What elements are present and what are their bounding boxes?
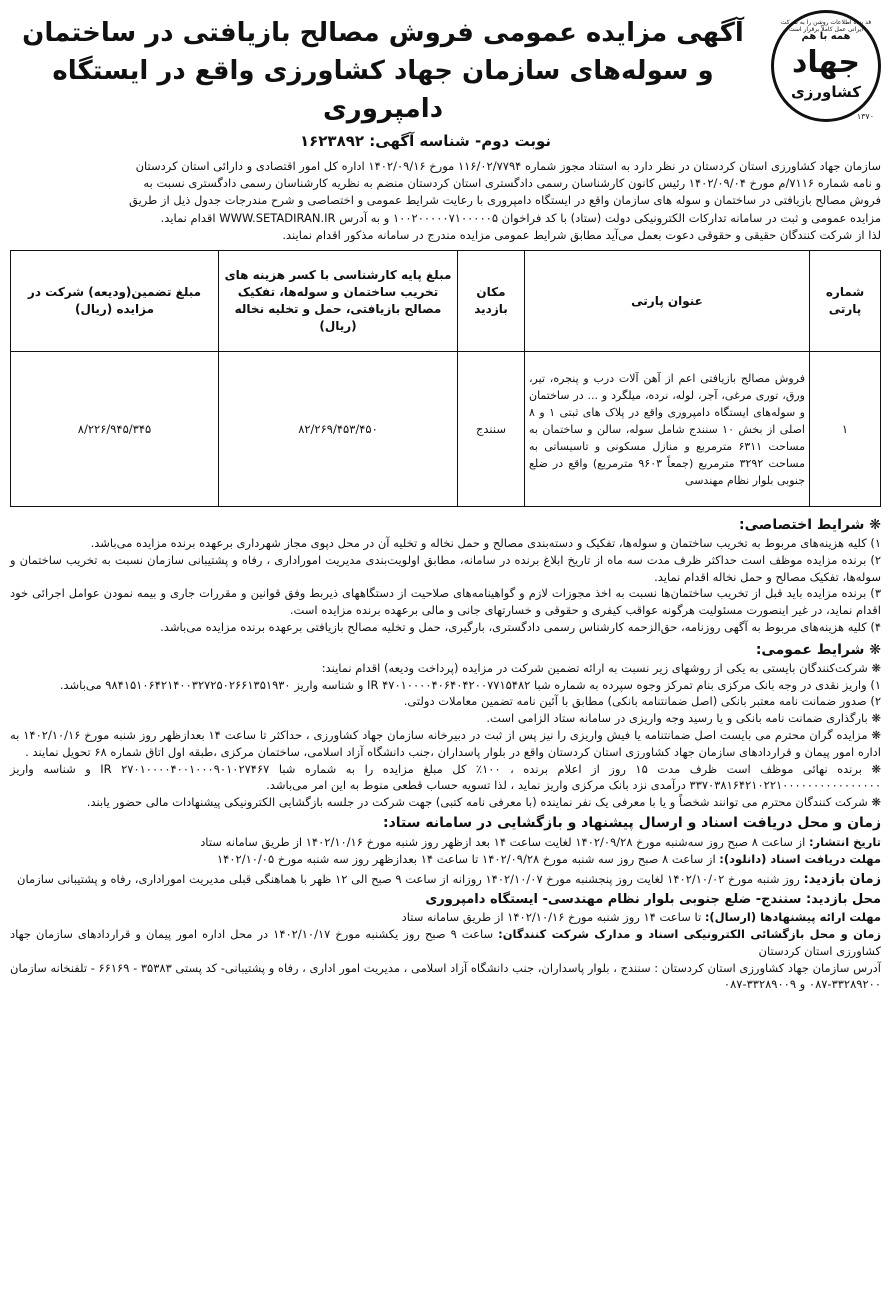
schedule-publish-text: از ساعت ۸ صبح روز سه‌شنبه مورخ ۱۴۰۲/۰۹/۲۸ لغایت ساعت ۱۴ بعد ازظهر روز شنبه مورخ ۱۴۰۲/۱۰/۱۶ از طریق سامانه ستاد [200,834,809,849]
schedule-download-label: مهلت دریافت اسناد (دانلود): [719,851,881,866]
logo-arc-text: قد بنده اطلاعات روشن را به شرکت ایرانی عمل کاملاً برقرار است [780,19,872,33]
intro-line: مزایده عمومی و ثبت در سامانه تدارکات الکترونیکی دولت (ستاد) با کد فراخوان ۱۰۰۲۰۰۰۰۰۷۱۰۰۰۰۰۵ و به آدرس WWW.SETADIRAN.IR اقدام نماید. [160,210,881,225]
special-conditions-title: ❋ شرایط اختصاصی: [739,517,881,534]
col-header-base-price: مبلغ پایه کارشناسی با کسر هزینه های تخریب ساختمان و سوله‌ها، تفکیک مصالح بازیافتی، حمل و تخلیه نخاله (ریال) [219,251,458,352]
general-condition-item: ❋ مزایده گران محترم می بایست اصل ضمانتنامه یا فیش واریزی را نیز پس از ثبت در دبیرخانه سازمان جهاد کشاورزی ، حداکثر تا ساعت ۱۴ بعدازظهر روز شنبه مورخ ۱۴۰۲/۱۰/۱۶ به اداره امور پیمان و قراردادهای سازمان جهاد کشاورزی استان کردستان واقع در بلوار پاسداران ،جنب دانشگاه آزاد اسلامی، ساختمان مرکزی ،طبقه اول اتاق شماره ۶۸ تحویل نمایند . [10,727,881,759]
special-condition-item: ۳) برنده مزایده باید قبل از تخریب ساختمان‌ها نسبت به اخذ مجوزات لازم و گواهینامه‌های صلاحیت از دستگاههای ذیربط وفق قوانین و مقررات جاری و بیمه نمودن عوامل اجرائی خود اقدام نماید، در غیر اینصورت مسئولیت هرگونه عواقب کیفری و حقوقی و خسارتهای جانی و مالی برعهده برنده مزایده است. [10,586,881,618]
schedule-opening-label: زمان و محل بازگشائی الکترونیکی اسناد و مدارک شرکت کنندگان: [498,926,881,941]
ad-titles [10,10,756,128]
special-condition-item: ۴) کلیه هزینه‌های مربوط به آگهی روزنامه، حق‌الزحمه کارشناس رسمی دادگستری، بارگیری، حمل و تخلیه مصالح بازیافتی برعهده برنده مزایده می‌باشد. [160,620,881,634]
schedule-offer-label: مهلت ارائه پیشنهادها (ارسال): [704,910,881,925]
logo-main-text: جهاد [791,45,861,80]
schedule-publish-label: تاریخ انتشار: [808,834,881,849]
intro-line: فروش مصالح بازیافتی در ساختمان و سوله های سازمان واقع در ایستگاه دامپروری با رعایت شرایط عمومی و اختصاصی و شرح مندرجات جدول ذیل از طریق [128,193,881,208]
general-condition-item: ۲) صدور ضمانت نامه معتبر بانکی (اصل ضمانتنامه بانکی) مطابق با آئین نامه تضمین معاملات دولتی. [403,694,881,709]
schedule-download-text: از ساعت ۸ صبح روز سه شنبه مورخ ۱۴۰۲/۰۹/۲۸ تا ساعت ۱۴ بعدازظهر روز سه شنبه مورخ ۱۴۰۲/۱۰/۰۵ [217,851,720,866]
logo-top-text: همه با هم [801,31,851,42]
schedule-title: زمان و محل دریافت اسناد و ارسال پیشنهاد و بازگشایی در سامانه ستاد: [383,814,881,831]
lots-table [10,250,881,507]
intro-line: و نامه شماره ۷۱۱۶/م مورخ ۱۴۰۲/۰۹/۰۴ رئیس کانون کارشناسان رسمی دادگستری استان کردستان منضم به نظریه کارشناسان رسمی دادگستری نسبت به [143,176,881,191]
ad-title-line2: و سوله‌های سازمان جهاد کشاورزی واقع در ایستگاه دامپروری [52,56,714,124]
ad-round-id: نوبت دوم- شناسه آگهی: ۱۶۲۳۸۹۲ [299,132,552,150]
general-condition-item: ❋ شرکت‌کنندگان بایستی به یکی از روشهای زیر نسبت به ارائه تضمین شرکت در مزایده (پرداخت ودیعه) اقدام نمایند: [321,660,881,675]
schedule-publish [10,834,881,851]
general-condition-item: ❋ شرکت کنندگان محترم می توانند شخصاً و یا با معرفی یک نفر نماینده (با معرفی نامه کتبی) جهت شرکت در جلسه بازگشایی الکترونیکی پیشنهادات مالی حضور یابند. [86,795,881,810]
table-row [11,352,881,507]
intro-line: سازمان جهاد کشاورزی استان کردستان در نظر دارد به استناد مجوز شماره ۱۱۶/۰۲/۷۷۹۴ مورخ ۱۴۰۲/۰۹/۱۶ اداره کل امور اقتصادی و دارائی استان کردستان [135,159,881,173]
col-header-lot-no: شماره پارتی [810,251,881,352]
logo-year: ۱۳۷۰ [856,112,874,121]
schedule-visit-place [10,891,881,909]
schedule-opening-text: ساعت ۹ صبح روز یکشنبه مورخ ۱۴۰۲/۱۰/۱۷ در محل اداره امور پیمان و قراردادهای سازمان جهاد کشاورزی استان کردستان [10,926,881,958]
schedule-opening [10,926,881,960]
newspaper-ad [10,10,881,1275]
schedule-visit-place-text: سنندج- ضلع جنوبی بلوار نظام مهندسی- ایستگاه دامپروری [425,892,806,908]
general-conditions-title: ❋ شرایط عمومی: [755,641,881,658]
general-condition-item: ❋ برنده نهائی موظف است ظرف مدت ۱۵ روز از اعلام برنده ، ۱۰۰٪ کل مبلغ مزایده را به شماره شبا IR ۲۷۰۱۰۰۰۰۴۰۰۱۰۰۰۹۰۱۰۲۷۴۶۷ و شناسه واریز ۳۳۷۰۳۸۱۶۴۲۱۰۲۲۱۰۰۰۰۰۰۰۰۰۰۰۰۰۰۰۰ درآمدی نزد بانک مرکزی واریز نماید ، لذا تسویه حساب قطعی منوط به این امر می‌باشد. [10,761,882,793]
intro-line: لذا از شرکت کنندگان حقیقی و حقوقی دعوت بعمل می‌آید مطابق شرایط عمومی مزایده مندرج در سامانه مذکور اقدام نمایند. [282,227,881,242]
organization-address: آدرس سازمان جهاد کشاورزی استان کردستان : سنندج ، بلوار پاسداران، جنب دانشگاه آزاد اسلامی ، مدیریت امور اداری ، رفاه و پشتیبانی- کد پستی ۳۵۳۸۳ - ۶۶۱۶۹ - تلفنخانه سازمان ۳۳۲۸۹۲۰۰-۰۸۷ و ۳۳۲۸۹۰۰۹-۰۸۷ [10,960,881,992]
ad-header [10,10,881,142]
cell-base-price: ۸۲/۲۶۹/۴۵۳/۴۵۰ [219,352,458,507]
special-condition-item: ۲) برنده مزایده موظف است حداکثر ظرف مدت سه ماه از تاریخ ابلاغ برنده در سامانه، مطابق اولویت‌بندی مدیریت اموراداری ، رفاه و پشتیبانی سازمان نسبت به تخریب ساختمان و سوله‌ها، تفکیک مصالح و حمل نخاله اقدام نماید. [10,552,881,584]
col-header-lot-title: عنوان پارتی [525,251,810,352]
cell-lot-no: ۱ [810,352,881,507]
schedule-offer-text: تا ساعت ۱۴ روز شنبه مورخ ۱۴۰۲/۱۰/۱۶ از طریق سامانه ستاد [401,910,705,925]
schedule-visit-text: روز شنبه مورخ ۱۴۰۲/۱۰/۰۲ لغایت روز پنجشنبه مورخ ۱۴۰۲/۱۰/۰۷ روزانه از ساعت ۹ صبح الی ۱۲ ظهر با هماهنگی قبلی مدیریت اموراداری، رفاه و پشتیبانی سازمان [17,871,804,886]
ad-title-line1: آگهی مزایده عمومی فروش مصالح بازیافتی در ساختمان [22,18,744,48]
general-condition-item: ۱) واریز نقدی در وجه بانک مرکزی بنام تمرکز وجوه سپرده به شماره شبا IR ۴۷۰۱۰۰۰۰۴۰۶۴۰۴۲۰۰۷۷۱۵۴۸۲ و شناسه واریز ۹۸۴۱۵۱۰۶۴۲۱۴۰۰۳۲۷۲۵۰۲۶۶۱۳۵۱۹۳۰ می‌باشد. [59,677,881,692]
general-condition-item: ❋ بارگذاری ضمانت نامه بانکی و یا رسید وجه واریزی در سامانه ستاد الزامی است. [486,711,881,726]
logo-sub-text: کشاورزی [791,83,861,101]
schedule-visit [10,871,881,889]
schedule-visit-label: زمان بازدید: [803,871,881,887]
table-header-row [11,251,881,352]
cell-visit-place: سنندج [458,352,525,507]
schedule-download [10,851,881,868]
schedule-visit-place-label: محل بازدید: [805,892,881,908]
jihad-keshavarzi-logo [771,10,881,122]
schedule-offer [10,909,881,926]
intro-paragraph [10,158,881,244]
col-header-visit-place: مکان بازدید [458,251,525,352]
cell-deposit: ۸/۲۲۶/۹۴۵/۳۴۵ [11,352,219,507]
col-header-deposit: مبلغ تضمین(ودیعه) شرکت در مزایده (ریال) [11,251,219,352]
special-condition-item: ۱) کلیه هزینه‌های مربوط به تخریب ساختمان و سوله‌ها، تفکیک و دسته‌بندی مصالح و حمل نخاله و تخلیه آن در محل دپوی مجاز شهرداری برعهده برنده مزایده می‌باشد. [90,536,881,551]
cell-lot-title: فروش مصالح بازیافتی اعم از آهن آلات درب و پنجره، تیر، ورق، توری مرغی، آجر، لوله، نرده، میلگرد و ... در ساختمان و سوله‌های ایستگاه دامپروری واقع در پلاک های ثبتی ۱ و ۸ اصلی از بخش ۱۰ سنندج شامل سوله، سالن و ساختمان به مساحت ۶۳۱۱ مترمربع و منازل مسکونی و تاسیساتی به مساحت ۳۲۹۲ مترمربع (جمعاً ۹۶۰۳ مترمربع) واقع در ضلع جنوبی بلوار نظام مهندسی [525,352,810,507]
